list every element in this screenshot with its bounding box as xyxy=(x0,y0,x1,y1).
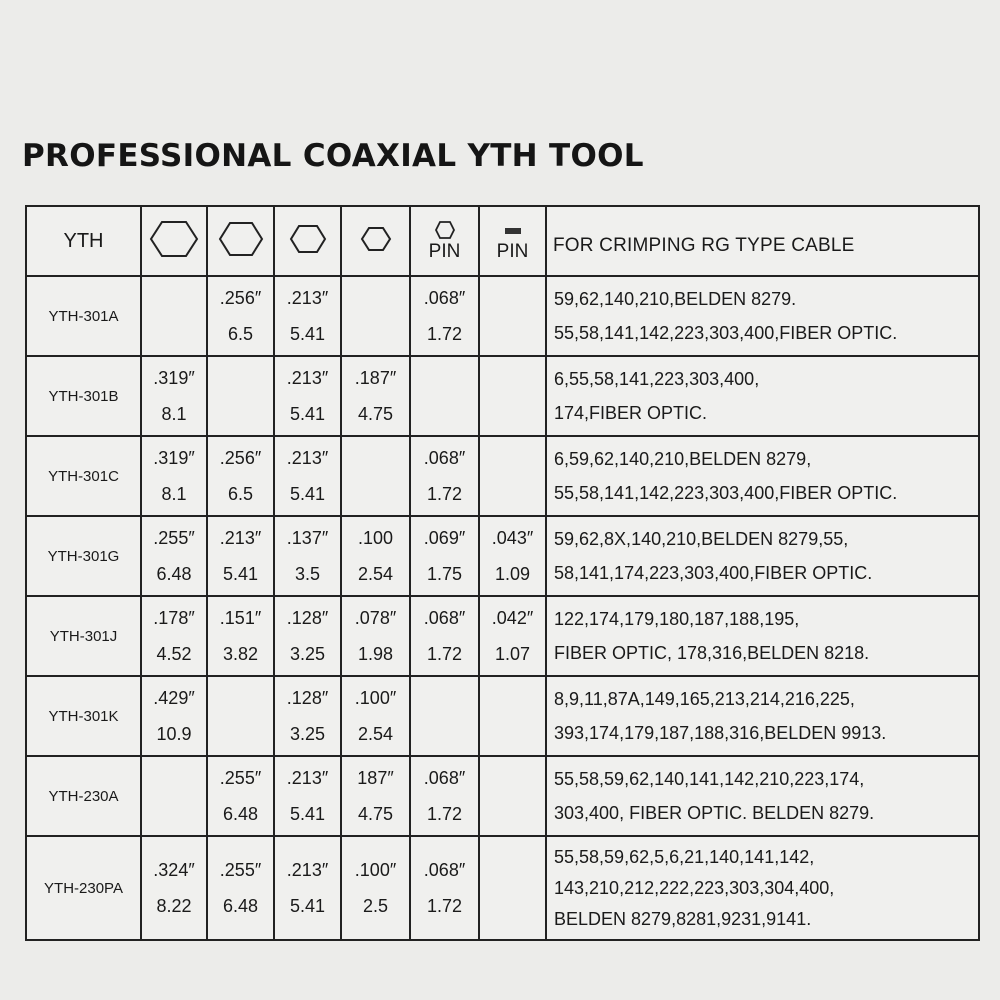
hex-small-header xyxy=(341,206,410,276)
inch-value: .255″ xyxy=(219,860,262,880)
size-cell xyxy=(274,596,341,676)
cable-types-line: 143,210,212,222,223,303,304,400, xyxy=(554,877,835,898)
inch-value: .043″ xyxy=(491,528,534,548)
cable-types-line: 122,174,179,180,187,188,195, xyxy=(554,609,800,629)
size-cell xyxy=(274,756,341,836)
inch-value: .178″ xyxy=(153,608,195,628)
size-cell xyxy=(341,516,410,596)
mm-value: 8.22 xyxy=(156,896,192,916)
hex-pin-header xyxy=(410,206,479,276)
size-cell xyxy=(207,276,274,356)
inch-value: .187″ xyxy=(354,368,397,388)
mm-value xyxy=(342,316,409,352)
model-name-cell: YTH-230PA xyxy=(26,836,141,940)
inch-value: .319″ xyxy=(153,368,195,388)
inch-value: .128″ xyxy=(286,688,329,708)
size-cell xyxy=(274,276,341,356)
size-cell xyxy=(207,676,274,756)
cable-types-line: 6,59,62,140,210,BELDEN 8279, xyxy=(554,449,812,469)
table-row xyxy=(26,516,979,596)
medium-hexagon-icon xyxy=(289,223,327,255)
size-cell xyxy=(207,836,274,940)
mm-value: 3.82 xyxy=(222,644,259,664)
inch-value xyxy=(208,360,273,396)
inch-value xyxy=(480,440,545,476)
size-cell xyxy=(207,436,274,516)
mm-value: 1.72 xyxy=(426,484,463,504)
mm-value xyxy=(142,796,206,832)
size-cell xyxy=(141,596,207,676)
inch-value: .256″ xyxy=(219,448,262,468)
size-cell xyxy=(207,596,274,676)
inch-value xyxy=(411,680,478,716)
size-cell xyxy=(207,756,274,836)
inch-value: .213″ xyxy=(286,368,329,388)
size-cell xyxy=(274,676,341,756)
header-row xyxy=(26,206,979,276)
model-name-cell: YTH-301J xyxy=(26,596,141,676)
mm-value xyxy=(480,796,545,832)
cable-types-line: 55,58,59,62,140,141,142,210,223,174, xyxy=(554,769,865,789)
cable-types-line: 393,174,179,187,188,316,BELDEN 9913. xyxy=(554,723,887,743)
table-row xyxy=(26,276,979,356)
square-pin-icon xyxy=(505,228,521,234)
inch-value: .429″ xyxy=(153,688,195,708)
size-cell xyxy=(341,756,410,836)
size-cell xyxy=(410,756,479,836)
size-cell xyxy=(410,676,479,756)
inch-value: .213″ xyxy=(219,528,262,548)
mm-value: 5.41 xyxy=(222,564,259,584)
cable-types-line: 8,9,11,87A,149,165,213,214,216,225, xyxy=(554,689,855,709)
mm-value: 5.41 xyxy=(289,896,326,916)
mm-value: 4.75 xyxy=(357,404,394,424)
size-cell xyxy=(274,516,341,596)
table-row xyxy=(26,836,979,940)
size-cell xyxy=(410,596,479,676)
size-cell xyxy=(479,596,546,676)
tiny-hexagon-pin-icon xyxy=(434,220,456,240)
table-row xyxy=(26,756,979,836)
cable-column-header: FOR CRIMPING RG TYPE CABLE xyxy=(546,206,979,276)
mm-value: 5.41 xyxy=(289,404,326,424)
size-cell xyxy=(141,436,207,516)
hex-large-header xyxy=(141,206,207,276)
size-cell xyxy=(274,436,341,516)
medium-large-hexagon-icon xyxy=(217,220,265,258)
cable-types-line: 59,62,8X,140,210,BELDEN 8279,55, xyxy=(554,529,849,549)
table-row xyxy=(26,596,979,676)
cable-types-line: 55,58,141,142,223,303,400,FIBER OPTIC. xyxy=(554,323,898,343)
size-cell xyxy=(479,516,546,596)
inch-value: .128″ xyxy=(286,608,329,628)
model-name-cell: YTH-301A xyxy=(26,276,141,356)
cable-types-cell xyxy=(546,676,979,756)
mm-value xyxy=(480,396,545,432)
cable-types-cell xyxy=(546,436,979,516)
size-cell xyxy=(141,356,207,436)
mm-value: 1.75 xyxy=(426,564,463,584)
inch-value: .068″ xyxy=(423,608,466,628)
inch-value: .069″ xyxy=(423,528,466,548)
size-cell xyxy=(341,276,410,356)
mm-value: 2.54 xyxy=(357,564,394,584)
mm-value: 8.1 xyxy=(161,484,187,504)
size-cell xyxy=(141,836,207,940)
size-cell xyxy=(410,276,479,356)
size-cell xyxy=(141,516,207,596)
mm-value xyxy=(411,396,478,432)
size-cell xyxy=(141,756,207,836)
mm-value: 6.48 xyxy=(222,896,259,916)
inch-value: .042″ xyxy=(491,608,534,628)
cable-types-line: 55,58,141,142,223,303,400,FIBER OPTIC. xyxy=(554,483,898,503)
model-name-cell: YTH-301K xyxy=(26,676,141,756)
inch-value xyxy=(208,680,273,716)
mm-value: 6.5 xyxy=(227,484,254,504)
model-column-header: YTH xyxy=(26,206,141,276)
mm-value: 1.72 xyxy=(426,804,463,824)
size-cell xyxy=(410,516,479,596)
mm-value: 2.5 xyxy=(362,896,389,916)
small-hexagon-icon xyxy=(360,225,392,253)
inch-value xyxy=(480,680,545,716)
size-cell xyxy=(341,836,410,940)
inch-value: .213″ xyxy=(286,448,329,468)
mm-value xyxy=(208,396,273,432)
size-cell xyxy=(141,676,207,756)
inch-value: .324″ xyxy=(153,860,195,880)
cable-types-line: FIBER OPTIC, 178,316,BELDEN 8218. xyxy=(554,643,870,663)
mm-value xyxy=(411,716,478,752)
cable-types-cell xyxy=(546,756,979,836)
cable-types-line: 174,FIBER OPTIC. xyxy=(554,403,708,423)
size-cell xyxy=(341,356,410,436)
inch-value xyxy=(342,440,409,476)
mm-value: 1.72 xyxy=(426,896,463,916)
size-cell xyxy=(274,356,341,436)
mm-value: 3.25 xyxy=(289,644,326,664)
mm-value xyxy=(480,316,545,352)
mm-value: 10.9 xyxy=(156,724,192,744)
inch-value: .213″ xyxy=(286,288,329,308)
large-hexagon-icon xyxy=(149,219,199,259)
table-row xyxy=(26,436,979,516)
size-cell xyxy=(479,436,546,516)
mm-value: 3.5 xyxy=(294,564,321,584)
inch-value: .068″ xyxy=(423,288,466,308)
size-cell xyxy=(479,756,546,836)
table-row xyxy=(26,676,979,756)
mm-value: 5.41 xyxy=(289,324,326,344)
mm-value: 6.5 xyxy=(227,324,254,344)
model-name-cell: YTH-230A xyxy=(26,756,141,836)
inch-value: .100″ xyxy=(354,688,397,708)
mm-value: 1.98 xyxy=(357,644,394,664)
inch-value: .213″ xyxy=(286,768,329,788)
cable-types-line: 6,55,58,141,223,303,400, xyxy=(554,369,760,389)
inch-value: .213″ xyxy=(286,860,329,880)
size-cell xyxy=(341,596,410,676)
mm-value xyxy=(480,888,545,924)
size-cell xyxy=(341,436,410,516)
cable-types-line: 58,141,174,223,303,400,FIBER OPTIC. xyxy=(554,563,873,583)
size-cell xyxy=(341,676,410,756)
size-cell xyxy=(207,356,274,436)
hex-medium-header xyxy=(274,206,341,276)
mm-value: 6.48 xyxy=(156,564,192,584)
inch-value xyxy=(480,760,545,796)
inch-value xyxy=(342,280,409,316)
inch-value: .100″ xyxy=(354,860,397,880)
mm-value: 4.52 xyxy=(156,644,192,664)
model-name-cell: YTH-301G xyxy=(26,516,141,596)
mm-value: 5.41 xyxy=(289,804,326,824)
mm-value: 8.1 xyxy=(161,404,187,424)
page-title: PROFESSIONAL COAXIAL YTH TOOL xyxy=(22,138,644,174)
mm-value: 1.72 xyxy=(426,644,463,664)
inch-value: .100 xyxy=(357,528,394,548)
size-cell xyxy=(479,676,546,756)
pin-label: PIN xyxy=(496,241,529,262)
mm-value: 6.48 xyxy=(222,804,259,824)
cable-types-line: BELDEN 8279,8281,9231,9141. xyxy=(554,908,812,929)
cable-types-cell xyxy=(546,276,979,356)
inch-value: .151″ xyxy=(219,608,262,628)
inch-value: .255″ xyxy=(219,768,262,788)
inch-value xyxy=(480,280,545,316)
inch-value: .068″ xyxy=(423,860,466,880)
size-cell xyxy=(274,836,341,940)
cable-types-cell xyxy=(546,836,979,940)
table-row xyxy=(26,356,979,436)
inch-value xyxy=(411,360,478,396)
inch-value: .068″ xyxy=(423,768,466,788)
cable-types-line: 59,62,140,210,BELDEN 8279. xyxy=(554,289,797,309)
mm-value xyxy=(208,716,273,752)
cable-types-cell xyxy=(546,596,979,676)
mm-value xyxy=(342,476,409,512)
mm-value: 4.75 xyxy=(357,804,394,824)
mm-value xyxy=(142,316,206,352)
mm-value xyxy=(480,476,545,512)
pin-label: PIN xyxy=(428,241,461,262)
hex-medium-large-header xyxy=(207,206,274,276)
mm-value: 5.41 xyxy=(289,484,326,504)
spec-table xyxy=(25,205,980,941)
inch-value xyxy=(480,360,545,396)
size-cell xyxy=(479,356,546,436)
inch-value: .319″ xyxy=(153,448,195,468)
inch-value: .255″ xyxy=(153,528,195,548)
inch-value: .068″ xyxy=(423,448,466,468)
size-cell xyxy=(479,276,546,356)
mm-value xyxy=(480,716,545,752)
inch-value: 187″ xyxy=(357,768,394,788)
inch-value xyxy=(480,852,545,888)
model-name-cell: YTH-301C xyxy=(26,436,141,516)
cable-types-cell xyxy=(546,516,979,596)
model-name-cell: YTH-301B xyxy=(26,356,141,436)
size-cell xyxy=(410,356,479,436)
mm-value: 2.54 xyxy=(357,724,394,744)
inch-value xyxy=(142,280,206,316)
size-cell xyxy=(141,276,207,356)
cable-types-line: 303,400, FIBER OPTIC. BELDEN 8279. xyxy=(554,803,875,823)
mm-value: 1.72 xyxy=(426,324,463,344)
size-cell xyxy=(410,836,479,940)
size-cell xyxy=(410,436,479,516)
square-pin-header xyxy=(479,206,546,276)
cable-types-cell xyxy=(546,356,979,436)
size-cell xyxy=(207,516,274,596)
inch-value: .078″ xyxy=(354,608,397,628)
size-cell xyxy=(479,836,546,940)
inch-value: .137″ xyxy=(286,528,329,548)
inch-value: .256″ xyxy=(219,288,262,308)
inch-value xyxy=(142,760,206,796)
cable-types-line: 55,58,59,62,5,6,21,140,141,142, xyxy=(554,846,815,867)
mm-value: 1.07 xyxy=(494,644,531,664)
mm-value: 1.09 xyxy=(494,564,531,584)
mm-value: 3.25 xyxy=(289,724,326,744)
